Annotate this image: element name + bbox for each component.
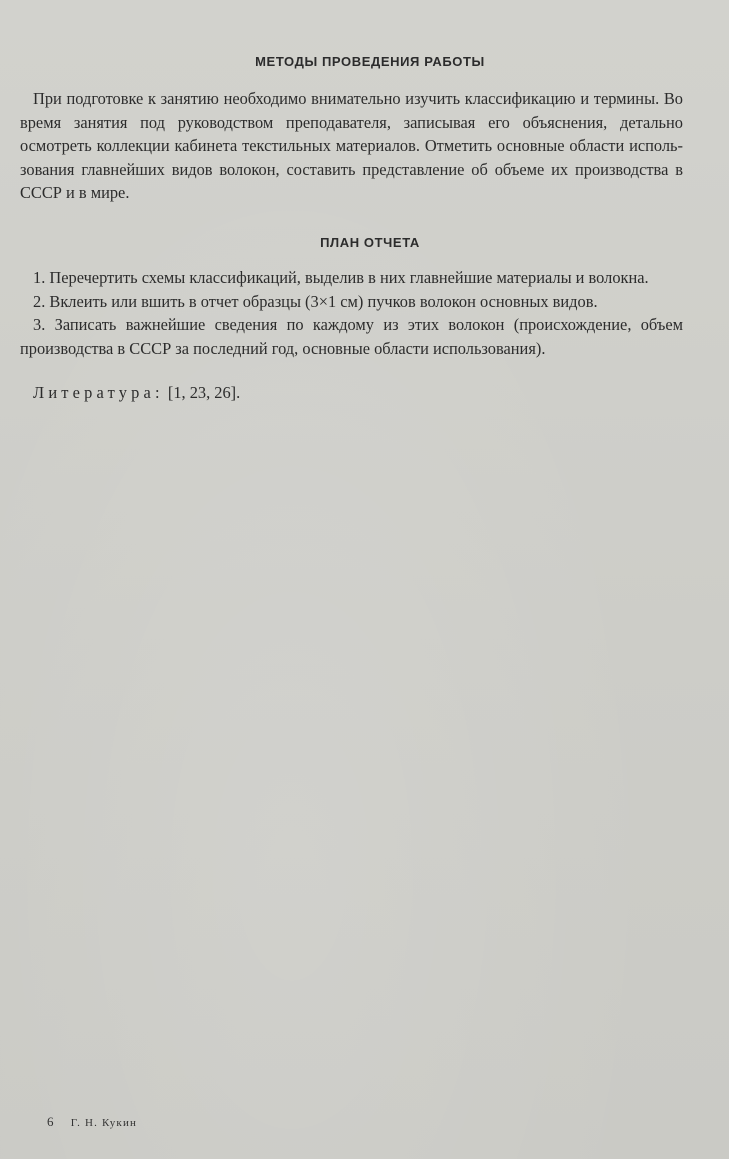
plan-item-1: 1. Перечертить схемы классификаций, выделив в них главнейшие материалы и волокна. [33,267,649,287]
page-footer [47,1114,137,1130]
literature-label: Литература: [33,383,164,403]
methods-paragraph: При подготовке к занятию необходимо внимательно изучить классификацию и термины. Во время занятия под руководством преподавателя, записывая его объяснения, детально осмотреть коллекции кабинета текстильных материалов. Отметить основные области использования главнейших видов волокон, составить представление об объеме их производства в СССР и в мире. [20,89,683,203]
text-column [20,50,683,421]
plan-item-3: 3. Записать важнейшие сведения по каждому из этих волокон (происхождение, объем производства в СССР за последний год, основные области использования). [20,315,683,358]
report-plan-heading: ПЛАН ОТЧЕТА [320,234,420,250]
author-name: Г. Н. Кукин [70,1117,138,1129]
methods-section [20,87,683,205]
methods-heading: МЕТОДЫ ПРОВЕДЕНИЯ РАБОТЫ [255,54,485,69]
page-number: 6 [47,1114,54,1129]
literature-refs: [1, 23, 26]. [167,383,241,403]
plan-item-2: 2. Вклеить или вшить в отчет образцы (3×1 см) пучков волокон основных видов. [33,291,598,311]
report-plan-list [20,266,683,360]
literature-line [33,381,683,405]
